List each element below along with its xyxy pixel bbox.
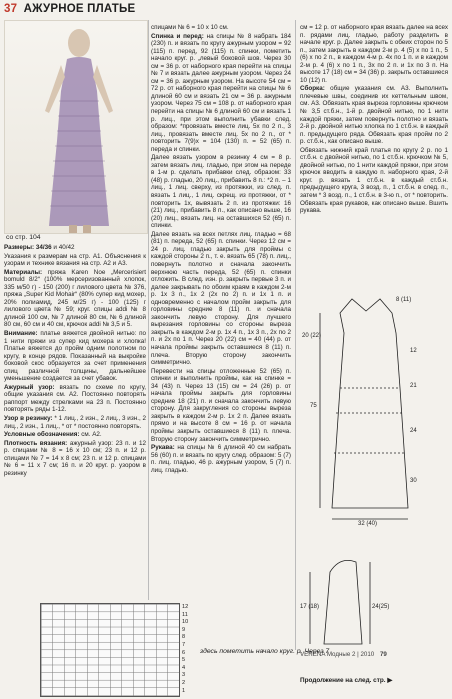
column-divider [295,20,296,650]
chart-row-number: 4 [182,664,186,671]
page-number: 79 [379,651,387,658]
pattern-number: 37 [4,3,18,15]
instructions-column-3 [300,24,448,216]
paragraph: Обвязать нижний край платья по кругу 2 р. по 1 ст.б.н. с двойной нитью, по 1 ст.б.н. крючком № 5, двойной нитью, по 1 нити каждой пряжи, при этом крючок вводить в каждую п. наборного края, 2-й круг. р. вязать 1 ст.б.н. в каждый ст.б.н. предыдущего круга, 3 возд. п., 1 ст.б.н. в след. п., затем * 3 возд. п., 1 ст.б.н. в 3-ю п., от * повторить. Обвязать края рукавов, как описано выше. Вшить рукава. [300,146,448,215]
sleeve-schematic [300,552,450,652]
paragraph: Спинка и перед: на спицы № 8 набрать 184 (230) п. и вязать по кругу ажурным узором = 92 (115) п. перед, 92 (115) п. спинки, пометить начало круг. р. „левый боковой шов. Через 30 см = 36 р. от наборного края перейти на спицы № 7 и вязать далее ажурным узором. Через 24 см = 36 р. ажурным узором. На высоте 54 см = 72 р. от наборного края перейти на спицы № 6 длиной 60 см и вязать 21 см = 36 р. ажурным узором. Через 75 см = 108 р. от наборного края перейти на спицы № 6 длиной 60 см и вязать 1 р. лиц., при этом выполнить убавки след. образом: *провязать вместе лиц. 5х по 2 п., 3 лиц., провязать вместе лиц. 5х по 2 п., от * повторить 7(9)х = 104 (130) п. = 52 (65) п. переда и спинки. [151,32,291,153]
dim-label: 8 (11) [396,297,412,303]
dress-photo [4,20,148,234]
dim-label: 30 [410,478,417,484]
column-divider [148,20,149,600]
paragraph: Материалы: пряжа Karen Noe „Mercerisiert bomuld 8/2“ (100% мерсеризованный хлопок, 335 м/50 г) - 150 (200) г лилового цвета № 376, пряжа „Super Kid Mohair“ (80% супер кид мохер, 20% полиамид, 245 м/25 г) - 100 (125) г лилового цвета № 59; круг. спицы addi № 8 длиной 100 см, № 7 длиной 80 см, № 6 длиной 80 см, 60 см и 40 см, крючок addi № 3,5 и 5. [4,268,146,329]
chart-row-number: 3 [182,672,186,679]
sleeve-dim-label: 17 (18) [300,604,320,610]
paragraph: Далее вязать на всех петлях лиц. гладью = 68 (81) п. переда, 52 (65) п. спинки. Через 12 см = 24 р. лиц. гладью закрыть для проймы с каждой стороны 2 п., т. е. вязать 65 (78) п. лиц., повернуть полотно и сначала закончить верхнюю часть переда, 52 (65) п. спинки отложить. В след. изн. р. закрыть первые 3 п. и далее закрывать по обоим краям в каждом 2-м р. 1х 3 п., 1х 2 (2х по 2) п. и 1х 1 п. и одновременно с началом пройм закрыть для горловины средние 8 (11) п. и сначала закончить левую сторону. Для лучшего вырезания горловины со стороны выреза закрыть в каждом 2-м р. 1х 4 п., 1х 3 п., 2х по 2 п. и 2х по 1 п. Через 20 (22) см = 40 (44) р. от начала проймы закрыть оставшиеся 8 (11) п. плеча. Вторую сторону закончить симметрично. [151,230,291,367]
chart-row-number: 9 [182,626,186,633]
paragraph: Узор в резинку: * 1 лиц., 2 изн., 2 лиц., 3 изн., 2 лиц., 2 изн., 1 лиц., * от * постоянно повторять. [4,415,147,430]
dim-label: 20 (22) [302,333,322,339]
chart-row-number: 7 [182,642,186,648]
dim-label: 12 [410,348,417,354]
paragraph: Перевести на спицы отложенные 52 (65) п. спинки и выполнить проймы, как на спинке = 34 (43) п. Через 13 (15) см = 24 (26) р. от начала проймы закрыть для горловины средние 18 (21) п. и сначала закончить левую сторону. Для закругления со стороны выреза закрыть в каждом 2-м р. 1х 2 п. Далее вязать прямо и на высоте 8 см = 16 р. от начала проймы закрыть оставшиеся 8 (11) п. плеча. Вторую сторону закончить симметрично. [151,367,291,443]
chart-row-number: 5 [182,657,186,664]
instructions-column-1 [4,244,146,478]
chart-row-number: 10 [182,619,189,626]
dim-label: 24 [410,428,417,434]
chart-row-number: 6 [182,649,186,656]
pattern-title: АЖУРНОЕ ПЛАТЬЕ [23,3,136,15]
chart-row-number: 1 [182,687,186,694]
chart-row-number: 11 [182,611,188,618]
dim-width-label: 32 (40) [358,521,378,527]
paragraph: Далее вязать узором в резинку 4 см = 8 р. затем вязать лиц. гладью, при этом на переде в 1-м р. сделать прибавки след. образом: 33 (48) р. гладью, 20 лиц., прибавить 8 п.: *2 п. – 1 лиц., 1 лиц. сверху, из протяжки, из след. п. вязать 1 лиц., 1 лиц. скрещ. из протяжки, от * повторить 1х, вывязать 2 п. из протяжки: 16 (21) лиц., прибавить 8 п., как описано выше, 16 (20) лиц., вязать лиц. на оставшихся 52 (65) п. спинки. [151,154,291,230]
magazine-name: VERENA Модные 2 | 2010 [300,651,375,658]
page-title [4,3,135,15]
paragraph: Плотность вязания: ажурный узор: 23 п. и 12 р. спицами № 8 = 16 х 10 см; 23 п. и 12 р. спицами № 7 = 14 х 8 см; 23 п. и 12 р. спицами № 6 = 11 х 7 см; 16 п. и 20 круг. р. узором в резинку [4,439,146,477]
instructions-column-2 [151,24,291,475]
continued-link[interactable]: Продолжение на след. стр. ▶ [300,677,393,684]
paragraph: Размеры: 34/36 и 40/42 [4,244,75,251]
sleeve-dim-label: 24(25) [372,604,390,610]
paragraph: Сборка: общие указания см. А3. Выполнить плечевые швы, соединив их кеттельным швом, см. А3. Обвязать края выреза горловины крючком № 3,5 ст.б.н., 1-й р. двойной нитью, по 1 нити каждой пряжи, затем повернуть полотно и вязать 2-й р. двойной нитью хлопка по 1 ст.б.н. в каждый п. предыдущего ряда. Обвязать края пройм по 2 р. ст.б.н., как описано выше. [300,85,448,146]
paragraph: Условные обозначения: см. А2. [4,431,102,439]
paragraph: Ажурный узор: вязать по схеме по кругу, общие указания см. А2. Постоянно повторять раппорт между стрелками на 23 п. Постоянно повторять ряды 1-12. [4,383,146,414]
paragraph: спицами № 6 = 10 х 10 см. [151,24,229,31]
paragraph: см = 12 р. от наборного края вязать далее на всех п. рядами лиц. гладью, работу разделить в начале круг. р. Далее закрыть с обеих сторон по 5 п., затем закрыть в каждом 2-м р. 4 (5) х по 1 п., 5 (6) х по 2 п., в каждом 4-м р. 4х по 1 п. и в каждом 2-м р. 4 (6) х по 1 п., 3х по 2 п. и 1х по 3 п. На высоте 17 (18) см = 34 (36) р. закрыть оставшиеся 10 (12) п. [300,24,448,84]
paragraph: Указания к размерам на стр. А1. Объяснения к узорам и технике вязания на стр. А2 и А3. [4,252,146,268]
dim-label: 21 [410,383,417,389]
chart-grid [40,603,180,697]
paragraph: Внимание: платье вяжется двойной нитью: по 1 нити пряжи из супер кид мохера и хлопка! Платье вяжется до пройм одним полотном по кругу, в конце рядов. Показанный на выкройке боковой скос образуется за счет применения спиц различной толщины, дальнейшее уменьшение создается за счет убавок. [4,330,146,383]
chart-row-number: 8 [182,634,186,641]
photo-caption: со стр. 104 [6,234,41,241]
dress-schematic [300,293,450,533]
lace-pattern-chart [40,603,190,697]
paragraph: Рукава: на спицы № 6 длиной 40 см набрать 56 (60) п. и вязать по кругу след. образом: 5 (7) п. лиц. гладью, 46 р. ажурным узором, 5 (7) п. лиц. гладью. [151,444,291,474]
page-footer [300,651,387,658]
chart-row-number: 12 [182,604,189,610]
handwritten-note: здесь пометить начало круг. р. Через 7 [200,648,330,655]
dim-length-label: 75 [310,403,317,409]
chart-row-number: 2 [182,680,186,686]
